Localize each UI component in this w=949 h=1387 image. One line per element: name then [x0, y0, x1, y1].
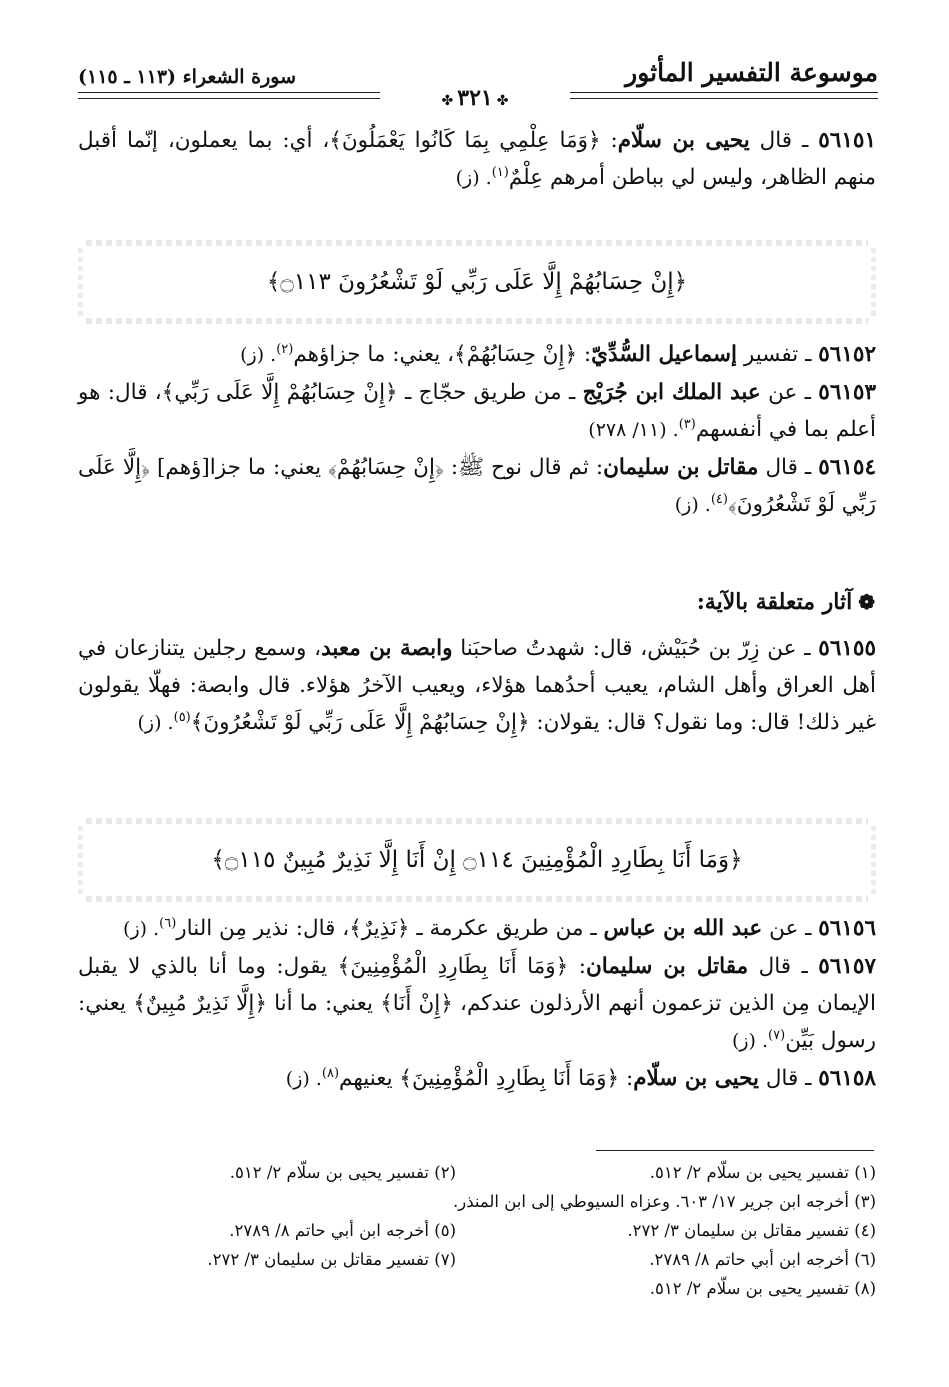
entry-prefix: ـ قال	[765, 1066, 812, 1091]
source-ref: . (ز)	[731, 1030, 769, 1052]
entry-number: ٥٦١٥٣	[818, 380, 877, 405]
verse-box-113	[78, 240, 876, 324]
quran-quote: ﴿إِنْ أَنَا﴾	[380, 991, 453, 1016]
entry-number: ٥٦١٥٤	[818, 455, 876, 480]
entry-number: ٥٦١٥٧	[818, 954, 877, 979]
verse-box-114-115	[78, 818, 876, 902]
entry-prefix: ـ تفسير	[743, 342, 812, 367]
entry-text: يعنيهم	[339, 1066, 393, 1091]
colon: :	[583, 342, 592, 367]
footnote-row	[78, 1187, 876, 1216]
section-heading	[697, 584, 875, 620]
surah-range: سورة الشعراء (١١٣ ـ ١١٥)	[78, 66, 297, 88]
footnote-2: (٢) تفسير يحيى بن سلّام ٢/ ٥١٢.	[229, 1163, 456, 1182]
quran-quote: ﴿وَمَا أَنَا بِطَارِدِ الْمُؤْمِنِينَ﴾	[337, 954, 569, 979]
footnote-ref[interactable]: (٥)	[173, 709, 191, 725]
footnote-5: (٥) أخرجه ابن أبي حاتم ٨/ ٢٧٨٩.	[229, 1221, 456, 1240]
entry-prefix: ـ عن	[768, 380, 811, 405]
chain-text: ـ من طريق عكرمة ـ	[416, 916, 597, 941]
footnote-ref[interactable]: (١)	[491, 164, 509, 180]
entry-text: يقول: وما أنا بالذي لا يقبل الإيمان مِن الذين تزعمون أنهم الأرذلون عندكم،	[78, 954, 876, 1016]
footnote-row	[78, 1274, 876, 1303]
entry-56157	[78, 948, 876, 1060]
narrator-name: مقاتل بن سليمان	[603, 455, 759, 480]
narrator-name: عبد الله بن عباس	[603, 916, 763, 941]
quran-quote: ﴿إِلَّا عَلَى رَبِّي لَوْ تَشْعُرُونَ﴾	[78, 455, 876, 517]
entry-text: ، وسمع رجلين يتنازعان في أهل العراق وأهل الشام، يعيب أحدُهما هؤلاء، ويعيب الآخرُ هؤلاء. قال وابصة: فهلّا يقولون غير ذلك! قال: وما نقول؟ قال: يقولان:	[78, 636, 876, 735]
narrator-name: وابصة بن معبد	[321, 636, 453, 661]
footnote-row	[78, 1216, 876, 1245]
ornament-icon: ✤	[496, 92, 509, 109]
border-bottom	[86, 896, 868, 902]
footnote-row	[78, 1158, 876, 1187]
source-ref: . (ز)	[455, 167, 492, 189]
source-ref: . (ز)	[137, 712, 174, 734]
source-ref: . (ز)	[123, 918, 160, 940]
verse-text: ﴿إِنْ حِسَابُهُمْ إِلَّا عَلَى رَبِّي لَوْ تَشْعُرُونَ ۝١١٣﴾	[266, 269, 688, 295]
quran-quote: ﴿إِنْ حِسَابُهُمْ إِلَّا عَلَى رَبِّي لَوْ تَشْعُرُونَ﴾	[190, 710, 530, 735]
entry-56155	[78, 630, 876, 742]
footnote-3: (٣) أخرجه ابن جرير ١٧/ ٦٠٣. وعزاه السيوطي إلى ابن المنذر.	[453, 1192, 876, 1211]
entry-number: ٥٦١٥١	[818, 128, 876, 153]
entries-56156-56158	[78, 910, 876, 1098]
chain-text: ـ من طريق حجّاج ـ	[405, 380, 576, 405]
footnote-separator	[596, 1150, 874, 1151]
border-top	[86, 818, 868, 824]
quran-quote: ﴿وَمَا أَنَا بِطَارِدِ الْمُؤْمِنِينَ﴾	[399, 1066, 620, 1091]
quran-quote: ﴿نَذِيرٌ﴾	[349, 916, 410, 941]
entry-number: ٥٦١٥٦	[818, 916, 876, 941]
footnote-ref[interactable]: (٣)	[678, 416, 696, 432]
ornament-icon: ✤	[441, 92, 454, 109]
page-number-box	[380, 84, 570, 112]
verse-text: ﴿وَمَا أَنَا بِطَارِدِ الْمُؤْمِنِينَ ۝١١٤ إِنْ أَنَا إِلَّا نَذِيرٌ مُبِينٌ ۝١١٥﴾	[211, 847, 743, 873]
colon: :	[578, 954, 586, 979]
narrator-name: مقاتل بن سليمان	[585, 954, 749, 979]
entry-number: ٥٦١٥٨	[818, 1066, 876, 1091]
narrator-name: يحيى بن سلّام	[633, 1066, 759, 1091]
entry-text: : ثم قال نوح ﷺ:	[450, 455, 604, 480]
colon: :	[625, 1066, 634, 1091]
narrator-name: عبد الملك ابن جُرَيْج	[582, 380, 761, 405]
quran-quote: ﴿إِنْ حِسَابُهُمْ﴾	[454, 342, 578, 367]
footnote-8: (٨) تفسير يحيى بن سلّام ٢/ ٥١٢.	[649, 1279, 876, 1298]
entry-56158	[78, 1060, 876, 1098]
entry-text: ، أي: بما يعملون، إنّما أقبل منهم الظاهر، وليس لي بباطن أمرهم عِلْمٌ	[78, 128, 876, 190]
footnote-6: (٦) أخرجه ابن أبي حاتم ٨/ ٢٧٨٩.	[649, 1250, 876, 1269]
entry-number: ٥٦١٥٢	[818, 342, 876, 367]
footnote-1: (١) تفسير يحيى بن سلّام ٢/ ٥١٢.	[649, 1163, 876, 1182]
entry-number: ٥٦١٥٥	[818, 636, 877, 661]
footnote-ref[interactable]: (٨)	[321, 1065, 340, 1081]
entry-56153	[78, 374, 876, 449]
entry-56156	[78, 910, 876, 948]
entry-prefix: ـ عن	[769, 916, 812, 941]
quran-quote: ﴿إِلَّا نَذِيرٌ مُبِينٌ﴾	[133, 991, 267, 1016]
quran-quote: ﴿وَمَا عِلْمِي بِمَا كَانُوا يَعْمَلُونَ﴾	[329, 128, 601, 153]
entry-text: ، قال: هو أعلم بما في أنفسهم	[78, 380, 876, 442]
narrator-name: إسماعيل السُّدِّيّ	[591, 342, 738, 367]
entry-prefix: ـ عن زِرّ بن حُبَيْش، قال: شهدتُ صاحبَنا	[460, 636, 811, 661]
colon: :	[610, 128, 618, 153]
source-ref: . (ز)	[240, 344, 277, 366]
page-number: ٣٢١	[457, 85, 493, 111]
footnote-ref[interactable]: (٢)	[276, 341, 294, 357]
entry-text: يعني: ما أنا	[274, 991, 374, 1016]
entry-56151	[78, 122, 876, 197]
footnotes	[78, 1158, 876, 1303]
entry-56154	[78, 449, 876, 524]
entry-text: يعني: ما جزا[ؤهم]	[157, 455, 322, 480]
footnote-4: (٤) تفسير مقاتل بن سليمان ٣/ ٢٧٢.	[627, 1221, 876, 1240]
entries-56152-56154	[78, 336, 876, 524]
source-ref: . (ز)	[674, 494, 711, 516]
footnote-ref[interactable]: (٤)	[710, 491, 728, 507]
entry-text: يعني: رسول بَيِّن	[78, 991, 876, 1053]
border-bottom	[86, 318, 868, 324]
entry-prefix: ـ قال	[765, 455, 812, 480]
section-title: آثار متعلقة بالآية:	[696, 589, 853, 615]
entry-prefix: ـ قال	[758, 954, 808, 979]
footnote-ref[interactable]: (٧)	[768, 1027, 786, 1043]
narrator-name: يحيى بن سلّام	[617, 128, 750, 153]
entry-text: ، قال: نذير مِن النار	[176, 916, 350, 941]
entry-text: ، يعني: ما جزاؤهم	[293, 342, 455, 367]
entry-prefix: ـ قال	[759, 128, 809, 153]
border-top	[86, 240, 868, 246]
flower-ornament-icon: ❁	[858, 590, 875, 614]
footnote-ref[interactable]: (٦)	[159, 915, 177, 931]
source-ref: . (١١/ ٢٧٨)	[588, 419, 679, 441]
footnote-row	[78, 1245, 876, 1274]
quran-quote: ﴿إِنْ حِسَابُهُمْ إِلَّا عَلَى رَبِّي﴾	[161, 380, 398, 405]
source-ref: . (ز)	[285, 1068, 322, 1090]
footnote-7: (٧) تفسير مقاتل بن سليمان ٣/ ٢٧٢.	[207, 1250, 456, 1269]
quran-quote: ﴿إِنْ حِسَابُهُمْ﴾	[328, 455, 444, 480]
entry-56152	[78, 336, 876, 374]
book-title: موسوعة التفسير المأثور	[625, 58, 878, 87]
